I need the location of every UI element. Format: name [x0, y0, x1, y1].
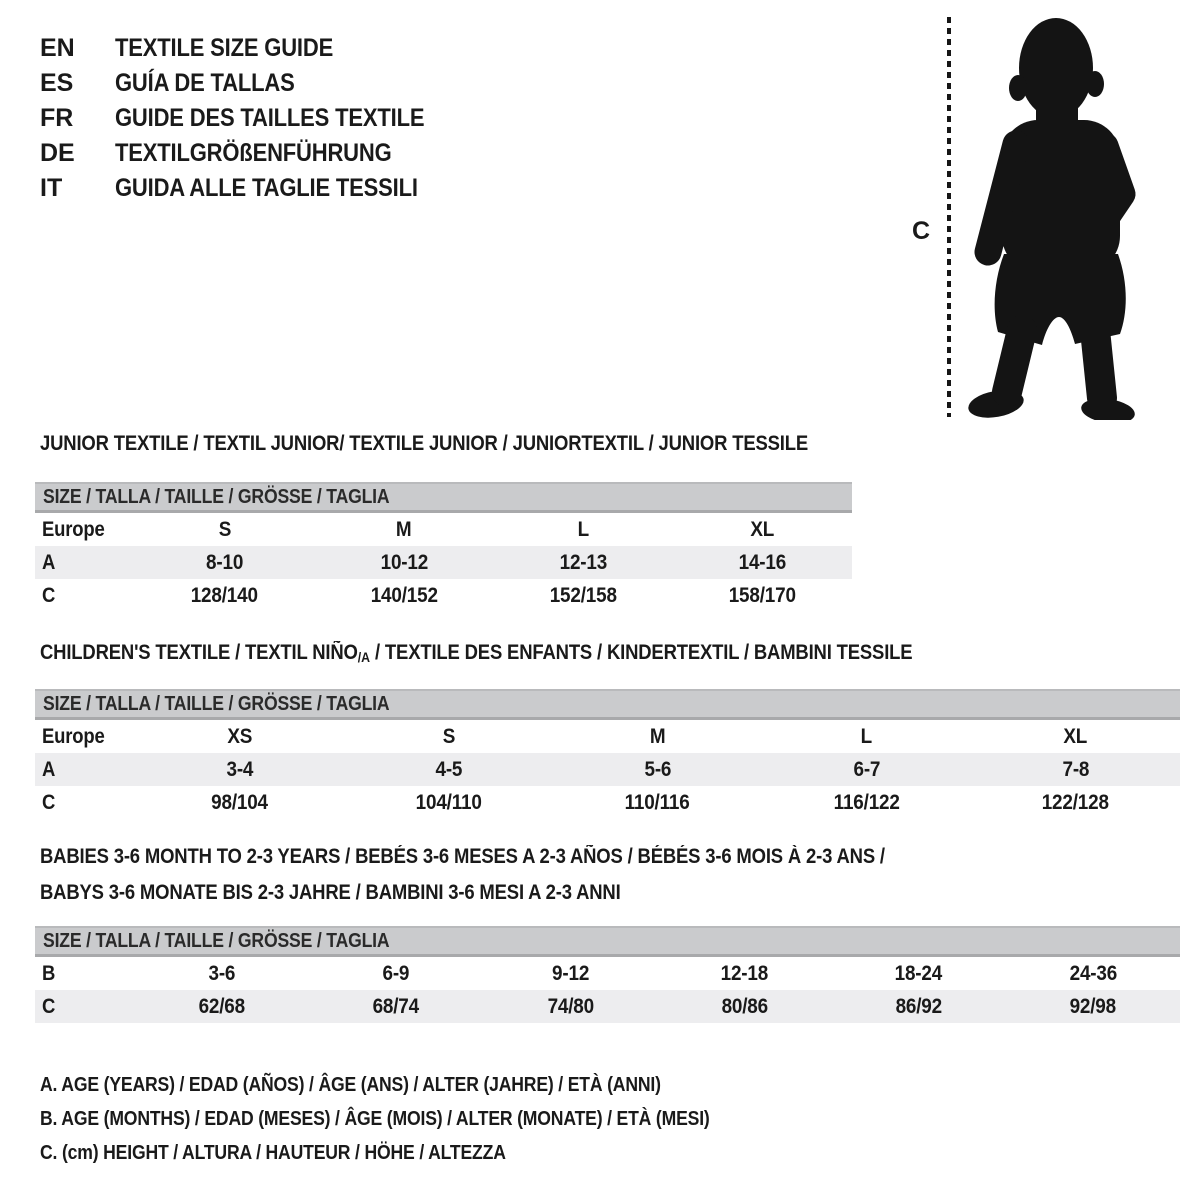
- table-cell: 62/68: [198, 994, 246, 1018]
- size-header-label: SIZE / TALLA / TAILLE / GRÖSSE / TAGLIA: [43, 692, 390, 715]
- babies-table-body: [35, 957, 1180, 1023]
- children-section-title-text: [40, 641, 912, 665]
- row-label: C: [42, 994, 56, 1018]
- children-title-prefix: CHILDREN'S TEXTILE / TEXTIL NIÑO: [40, 641, 358, 664]
- children-table-body: [35, 720, 1180, 819]
- lang-row-de: [40, 136, 467, 171]
- table-cell: 116/122: [833, 790, 900, 814]
- row-label: B: [42, 961, 56, 985]
- legend-line-a: [40, 1068, 801, 1102]
- table-cell: 3-4: [226, 757, 253, 781]
- junior-table-body: [35, 513, 852, 612]
- children-title-subscript: /A: [357, 649, 371, 665]
- children-section-title: [40, 641, 1031, 665]
- table-cell: 3-6: [208, 961, 236, 985]
- table-cell: L: [577, 517, 589, 541]
- table-cell: 128/140: [191, 583, 259, 607]
- table-row: [35, 957, 1180, 990]
- legend-line-b-text: B. AGE (MONTHS) / EDAD (MESES) / ÂGE (MOIS) / ALTER (MONATE) / ETÀ (MESI): [40, 1107, 710, 1130]
- table-cell: 104/110: [415, 790, 482, 814]
- table-cell: 80/86: [721, 994, 768, 1018]
- table-cell: 24-36: [1069, 961, 1117, 985]
- lang-title: GUIDE DES TAILLES TEXTILE: [115, 104, 425, 132]
- junior-section-title-text: JUNIOR TEXTILE / TEXTIL JUNIOR/ TEXTILE JUNIOR / JUNIORTEXTIL / JUNIOR TESSILE: [40, 432, 809, 455]
- table-cell: 5-6: [644, 757, 671, 781]
- table-cell: 6-7: [853, 757, 880, 781]
- table-cell: S: [442, 724, 455, 748]
- table-cell: XL: [750, 517, 775, 541]
- table-row: [35, 513, 852, 546]
- table-cell: 18-24: [895, 961, 943, 985]
- junior-size-table: [35, 482, 852, 612]
- table-cell: 14-16: [738, 550, 787, 574]
- table-row: [35, 720, 1180, 753]
- lang-title: GUIDA ALLE TAGLIE TESSILI: [115, 174, 418, 202]
- table-cell: 110/116: [625, 790, 690, 814]
- lang-row-en: [40, 31, 467, 66]
- lang-title: TEXTILE SIZE GUIDE: [115, 34, 334, 62]
- height-measure-label: C: [912, 217, 931, 245]
- table-cell: 8-10: [206, 550, 244, 574]
- junior-section-title: [40, 432, 913, 456]
- row-label: A: [42, 550, 56, 574]
- row-label: C: [42, 583, 56, 607]
- table-row: [35, 990, 1180, 1023]
- row-label: A: [42, 757, 56, 781]
- table-cell: 10-12: [380, 550, 428, 574]
- lang-row-fr: [40, 101, 467, 136]
- table-cell: 9-12: [551, 961, 589, 985]
- table-cell: 12-18: [720, 961, 769, 985]
- babies-section-title-line2-text: BABYS 3-6 MONATE BIS 2-3 JAHRE / BAMBINI 3-6 MESI A 2-3 ANNI: [40, 881, 621, 904]
- size-header-bar: [35, 482, 852, 513]
- table-cell: 6-9: [382, 961, 410, 985]
- babies-size-table: [35, 926, 1180, 1023]
- lang-code: DE: [40, 139, 75, 167]
- lang-title: TEXTILGRÖßENFÜHRUNG: [115, 139, 392, 167]
- legend: [40, 1068, 801, 1170]
- babies-section-title-line2: [40, 881, 700, 905]
- table-cell: 12-13: [559, 550, 607, 574]
- table-row: [35, 753, 1180, 786]
- table-cell: XS: [227, 724, 252, 748]
- lang-title: GUÍA DE TALLAS: [115, 69, 295, 97]
- table-cell: M: [396, 517, 412, 541]
- lang-code: IT: [40, 174, 63, 202]
- table-cell: 86/92: [895, 994, 942, 1018]
- size-header-label: SIZE / TALLA / TAILLE / GRÖSSE / TAGLIA: [43, 485, 390, 508]
- table-cell: L: [860, 724, 873, 748]
- table-row: [35, 546, 852, 579]
- table-cell: 4-5: [435, 757, 462, 781]
- table-cell: 74/80: [547, 994, 594, 1018]
- size-header-label: SIZE / TALLA / TAILLE / GRÖSSE / TAGLIA: [43, 929, 390, 952]
- table-cell: 152/158: [549, 583, 617, 607]
- legend-line-c: [40, 1136, 801, 1170]
- lang-code: FR: [40, 104, 74, 132]
- legend-line-a-text: A. AGE (YEARS) / EDAD (AÑOS) / ÂGE (ANS) / ALTER (JAHRE) / ETÀ (ANNI): [40, 1073, 661, 1096]
- legend-line-c-text: C. (cm) HEIGHT / ALTURA / HAUTEUR / HÖHE / ALTEZZA: [40, 1141, 506, 1164]
- table-row: [35, 579, 852, 612]
- height-measure-dotted-line: [947, 17, 951, 417]
- babies-section-title-line1-text: BABIES 3-6 MONTH TO 2-3 YEARS / BEBÉS 3-6 MESES A 2-3 AÑOS / BÉBÉS 3-6 MOIS À 2-3 ANS /: [40, 845, 885, 868]
- row-label: Europe: [42, 517, 105, 541]
- table-cell: S: [218, 517, 231, 541]
- lang-code: ES: [40, 69, 74, 97]
- table-cell: 158/170: [728, 583, 796, 607]
- table-cell: XL: [1063, 724, 1088, 748]
- table-cell: 98/104: [211, 790, 268, 814]
- lang-row-es: [40, 66, 467, 101]
- table-cell: 68/74: [373, 994, 420, 1018]
- table-cell: M: [649, 724, 666, 748]
- table-row: [35, 786, 1180, 819]
- toddler-silhouette-icon: [958, 14, 1140, 420]
- language-header: [40, 31, 467, 206]
- table-cell: 140/152: [370, 583, 438, 607]
- size-header-bar: [35, 689, 1180, 720]
- lang-code: EN: [40, 34, 75, 62]
- row-label: C: [42, 790, 56, 814]
- children-title-suffix: / TEXTILE DES ENFANTS / KINDERTEXTIL / BAMBINI TESSILE: [370, 641, 913, 664]
- row-label: Europe: [42, 724, 105, 748]
- babies-section-title-line1: [40, 845, 1000, 869]
- table-cell: 92/98: [1069, 994, 1117, 1018]
- size-header-bar: [35, 926, 1180, 957]
- lang-row-it: [40, 171, 467, 206]
- legend-line-b: [40, 1102, 801, 1136]
- table-cell: 122/128: [1041, 790, 1110, 814]
- children-size-table: [35, 689, 1180, 819]
- table-cell: 7-8: [1062, 757, 1089, 781]
